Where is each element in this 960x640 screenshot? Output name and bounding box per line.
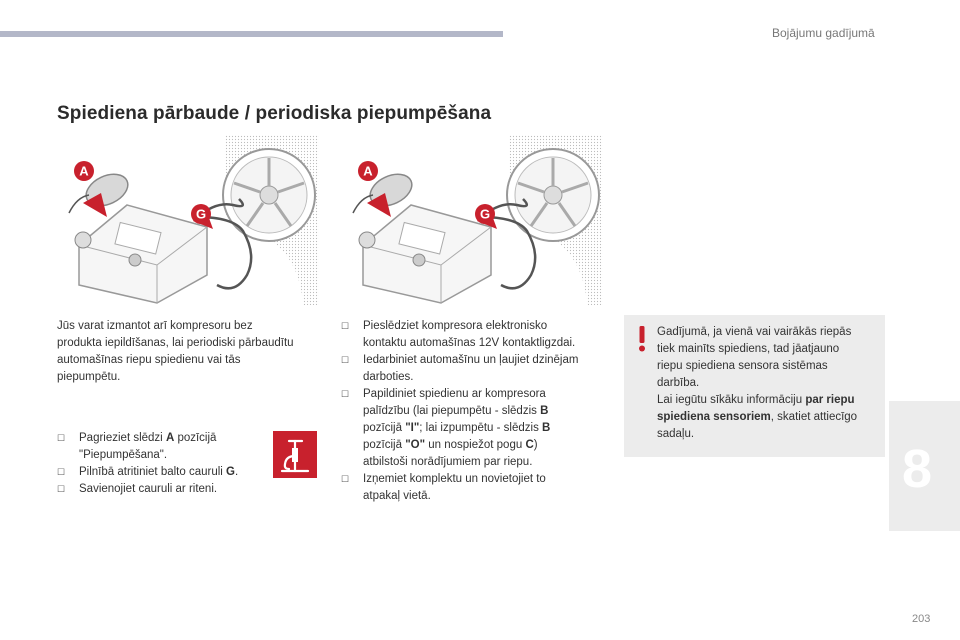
text-run: Iedarbiniet automašīnu un ļaujiet dzinējam xyxy=(363,354,579,366)
section-title: Bojājumu gadījumā xyxy=(772,26,875,40)
bold-text: spiediena sensoriem xyxy=(657,411,771,423)
text-run: Savienojiet cauruli ar riteni. xyxy=(79,483,218,495)
chapter-number: 8 xyxy=(902,439,933,499)
text-run: pozīcijā xyxy=(363,422,406,434)
bold-text: "I" xyxy=(405,422,420,434)
checkbox-bullet-icon: ☐ xyxy=(341,474,350,484)
intro-line: piepumpētu. xyxy=(57,371,121,383)
warning-note xyxy=(624,315,885,457)
text-run: Pagrieziet slēdzi xyxy=(79,432,166,444)
text-run: pozīcijā xyxy=(174,432,217,444)
step-item xyxy=(341,471,599,505)
intro-paragraph xyxy=(57,318,325,386)
step-item xyxy=(341,386,599,471)
bold-text: G xyxy=(226,466,235,478)
text-run: Pieslēdziet kompresora elektronisko xyxy=(363,320,548,332)
text-run: un nospiežot pogu xyxy=(425,439,526,451)
text-run: sadaļu. xyxy=(657,428,695,440)
checkbox-bullet-icon: ☐ xyxy=(341,389,350,399)
text-run: Lai iegūtu sīkāku informāciju xyxy=(657,394,806,406)
checkbox-bullet-icon: ☐ xyxy=(341,355,350,365)
bold-text: par riepu xyxy=(805,394,855,406)
step-line xyxy=(79,481,267,498)
text-run: ; lai izpumpētu - slēdzis xyxy=(419,422,543,434)
checkbox-bullet-icon: ☐ xyxy=(57,433,66,443)
compressor-illustration-1 xyxy=(57,135,319,305)
bold-text: B xyxy=(542,422,551,434)
text-run: Gadījumā, ja vienā vai vairākās riepās xyxy=(657,326,852,338)
compressor-illustration-2 xyxy=(341,135,603,305)
steps-left-list xyxy=(57,430,267,498)
note-line xyxy=(657,324,875,341)
step-item xyxy=(57,464,267,481)
page-number: 203 xyxy=(912,613,931,625)
step-item xyxy=(57,430,267,464)
text-run: pozīcijā xyxy=(363,439,406,451)
bold-text: A xyxy=(165,432,175,444)
intro-line: Jūs varat izmantot arī kompresoru bez xyxy=(57,320,253,332)
step-line xyxy=(363,488,599,505)
header-bar xyxy=(0,31,503,37)
checkbox-bullet-icon: ☐ xyxy=(57,467,66,477)
intro-line: produkta iepildīšanas, lai periodiski pārbaudītu xyxy=(57,337,294,349)
note-line xyxy=(657,392,875,409)
note-text xyxy=(657,324,875,443)
bold-text: B xyxy=(540,405,549,417)
step-line xyxy=(363,420,599,437)
text-run: Papildiniet spiedienu ar kompresora xyxy=(363,388,546,400)
text-run: atpakaļ vietā. xyxy=(363,490,431,502)
tire-repair-kit-icon xyxy=(273,431,317,478)
label-g: G xyxy=(195,206,207,222)
step-line xyxy=(79,464,267,481)
step-item xyxy=(341,352,599,386)
text-run: Pilnībā atritiniet balto cauruli xyxy=(79,466,227,478)
step-line xyxy=(79,447,267,464)
text-run: kontaktu automašīnas 12V kontaktligzdai. xyxy=(363,337,576,349)
label-a: A xyxy=(363,163,373,179)
step-line xyxy=(79,430,267,447)
text-run: palīdzību (lai piepumpētu - slēdzis xyxy=(363,405,541,417)
note-line xyxy=(657,426,875,443)
checkbox-bullet-icon: ☐ xyxy=(57,484,66,494)
exclamation-icon xyxy=(637,326,647,357)
text-run: atbilstoši norādījumiem par riepu. xyxy=(363,456,533,468)
checkbox-bullet-icon: ☐ xyxy=(341,321,350,331)
step-line xyxy=(363,335,599,352)
note-line xyxy=(657,341,875,358)
text-run: darboties. xyxy=(363,371,414,383)
note-line xyxy=(657,409,875,426)
text-run: , skatiet attiecīgo xyxy=(770,411,858,423)
text-run: "Piepumpēšana". xyxy=(79,449,168,461)
text-run: darbība. xyxy=(657,377,700,389)
step-line xyxy=(363,403,599,420)
intro-line: automašīnas riepu spiedienu vai tās xyxy=(57,354,241,366)
bold-text: "O" xyxy=(405,439,426,451)
step-line xyxy=(363,369,599,386)
steps-right-list xyxy=(341,318,599,505)
step-line xyxy=(363,352,599,369)
note-line xyxy=(657,358,875,375)
note-line xyxy=(657,375,875,392)
text-run: Izņemiet komplektu un novietojiet to xyxy=(363,473,546,485)
step-item xyxy=(57,481,267,498)
page-title: Spiediena pārbaude / periodiska piepumpēšana xyxy=(57,103,492,124)
text-run: riepu spiediena sensora sistēmas xyxy=(657,360,828,372)
step-line xyxy=(363,386,599,403)
step-line xyxy=(363,471,599,488)
step-item xyxy=(341,318,599,352)
bold-text: C xyxy=(525,439,534,451)
text-run: . xyxy=(234,466,239,478)
step-line xyxy=(363,318,599,335)
text-run: tiek mainīts spiediens, tad jāatjauno xyxy=(657,343,840,355)
step-line xyxy=(363,437,599,454)
step-line xyxy=(363,454,599,471)
label-a: A xyxy=(79,163,89,179)
text-run: ) xyxy=(533,439,538,451)
label-g: G xyxy=(479,206,491,222)
